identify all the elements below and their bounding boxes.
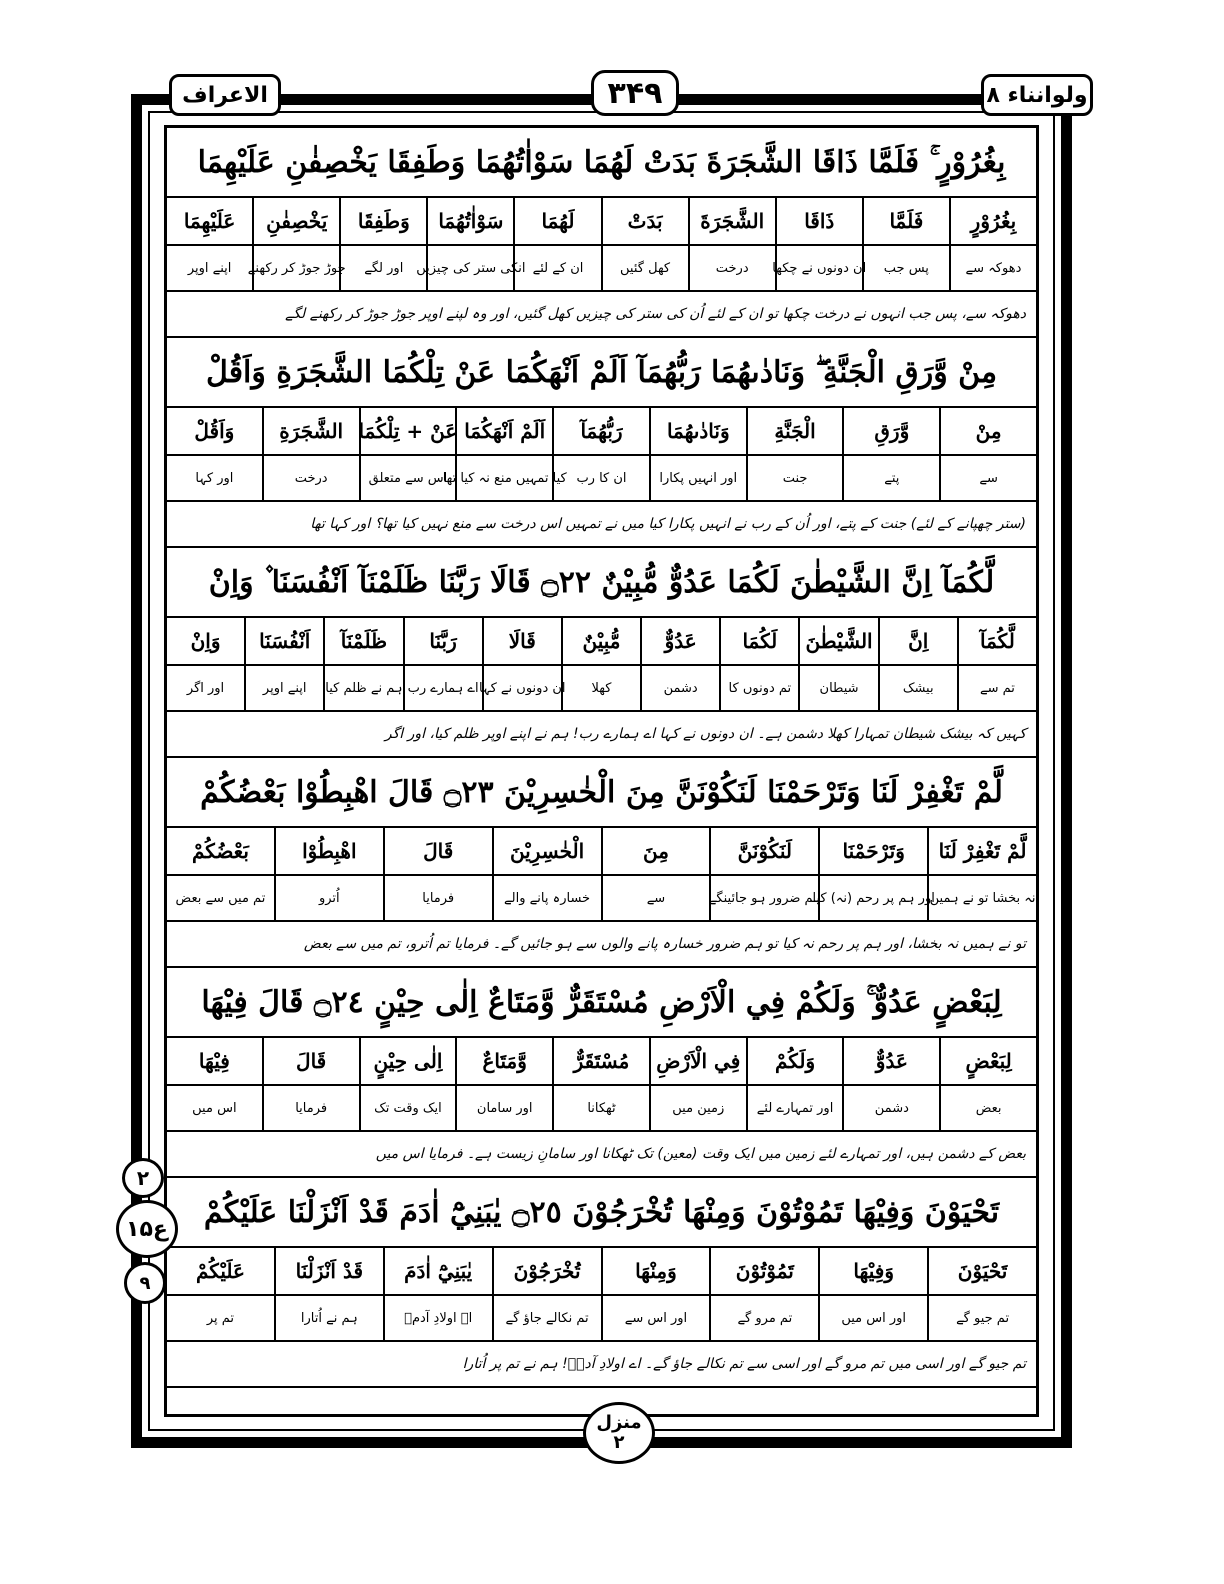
arabic-verse-line: لَّكُمَآ اِنَّ الشَّيْطٰنَ لَكُمَا عَدُوٌّ مُّبِيْنٌ ۝٢٢ قَالَا رَبَّنَا ظَلَمْنَآ اَنْفُسَنَا ۫ وَاِنْ — [208, 564, 995, 600]
urdu-word-meaning: پس جب — [883, 260, 929, 276]
word-cell — [772, 198, 867, 290]
word-cell — [927, 828, 1036, 920]
arabic-word: وَاِنْ — [167, 618, 244, 666]
urdu-word-meaning: انکی ستر کی چیزیں — [416, 260, 526, 276]
urdu-translation-line: تم جیو گے اور اسی میں تم مرو گے اور اسی سے تم نکالے جاؤ گے۔ اے اولادِ آدمؑ! ہم نے تم پر اُتارا — [167, 1340, 1036, 1388]
urdu-word-meaning: اپنے اوپر — [262, 680, 307, 696]
manzil-label: منزل — [596, 1412, 642, 1434]
urdu-word-meaning: تم سے — [979, 680, 1015, 696]
word-by-word-grid — [167, 1246, 1036, 1340]
arabic-word: بَعْضُكُمْ — [167, 828, 274, 876]
ruku-marker-text: ع۱۵ — [126, 1216, 168, 1242]
word-by-word-grid — [167, 196, 1036, 290]
word-cell — [688, 198, 775, 290]
word-cell — [359, 1038, 456, 1130]
urdu-word-meaning: جوڑ جوڑ کر رکھنے — [247, 260, 346, 276]
ruku-marker — [116, 1200, 178, 1258]
arabic-word: لَكُمَا — [721, 618, 798, 666]
arabic-word: وَلَكُمْ — [748, 1038, 843, 1086]
arabic-word: قَالَ — [264, 1038, 359, 1086]
urdu-word-meaning: خسارہ پانے والے — [504, 890, 591, 906]
urdu-word-meaning: تم دونوں کا — [728, 680, 792, 696]
page-number-plaque — [591, 70, 679, 116]
word-cell — [561, 618, 640, 710]
urdu-word-meaning: پتے — [884, 470, 900, 486]
arabic-word: اهْبِطُوْا — [276, 828, 383, 876]
arabic-verse-line: بِغُرُوْرٍ ۚ فَلَمَّا ذَاقَا الشَّجَرَةَ بَدَتْ لَهُمَا سَوْاٰتُهُمَا وَطَفِقَا يَخْصِفٰنِ عَلَيْهِمَا — [197, 144, 1006, 180]
page-number: ۳۴۹ — [607, 75, 663, 111]
urdu-word-meaning: دشمن — [874, 1100, 909, 1116]
arabic-word: لَنَكُوْنَنَّ — [711, 828, 818, 876]
urdu-word-meaning: اور کہا — [195, 470, 234, 486]
arabic-word: تُخْرَجُوْنَ — [494, 1248, 601, 1296]
arabic-verse-line: لَّمْ تَغْفِرْ لَنَا وَتَرْحَمْنَا لَنَكُوْنَنَّ مِنَ الْخٰسِرِيْنَ ۝٢٣ قَالَ اهْبِطُوْا بَعْضُكُمْ — [200, 774, 1003, 810]
word-cell — [601, 198, 688, 290]
urdu-word-meaning: اور اگر — [186, 680, 225, 696]
arabic-word: اَنْفُسَنَا — [246, 618, 323, 666]
urdu-word-meaning: بعض — [975, 1100, 1002, 1116]
urdu-translation-line: کہیں کہ بیشک شیطان تمہارا کھلا دشمن ہے۔ ان دونوں نے کہا اے ہمارے رب! ہم نے اپنے اوپر ظلم کیا، اور اگر — [167, 710, 1036, 758]
urdu-word-meaning: اور اس میں — [841, 1310, 907, 1326]
word-cell — [709, 1248, 818, 1340]
side-marker-bottom-text: ۹ — [139, 1272, 151, 1294]
urdu-word-meaning: کیا تمہیں منع نہ کیا تھا — [442, 470, 567, 486]
side-marker-top-text: ۲ — [136, 1166, 150, 1190]
urdu-word-meaning: ان دونوں نے کہا — [479, 680, 566, 696]
word-cell — [649, 408, 746, 500]
word-cell — [244, 618, 323, 710]
arabic-word: عَدُوٌّ — [642, 618, 719, 666]
urdu-word-meaning: بیشک — [902, 680, 934, 696]
arabic-word: اَلَمْ اَنْهَكُمَا — [457, 408, 552, 456]
urdu-word-meaning: اور ہم پر رحم (نہ) کیا — [812, 890, 935, 906]
urdu-word-meaning: اور لگے — [364, 260, 404, 276]
word-cell — [492, 1248, 601, 1340]
urdu-word-meaning: ان کا رب — [576, 470, 627, 486]
word-cell — [818, 1248, 927, 1340]
urdu-word-meaning: جنت — [782, 470, 808, 486]
arabic-verse-line: لِبَعْضٍ عَدُوٌّ ۚ وَلَكُمْ فِي الْاَرْضِ مُسْتَقَرٌّ وَّمَتَاعٌ اِلٰى حِيْنٍ ۝٢٤ قَالَ فِيْهَا — [201, 984, 1002, 1020]
surah-name-plaque — [169, 74, 281, 116]
word-cell — [167, 408, 262, 500]
word-cell — [262, 1038, 359, 1130]
word-cell — [167, 618, 244, 710]
urdu-word-meaning: اور تمہارے لئے — [756, 1100, 834, 1116]
manzil-number: ۲ — [613, 1432, 625, 1453]
para-name: ولوانناء ۸ — [986, 82, 1088, 108]
surah-name: الاعراف — [182, 82, 268, 108]
page-content — [167, 128, 1036, 1388]
word-cell — [167, 1248, 274, 1340]
word-cell — [939, 1038, 1036, 1130]
side-marker-top — [122, 1158, 164, 1198]
urdu-word-meaning: تم مرو گے — [737, 1310, 793, 1326]
arabic-word: عَلَيْكُمْ — [167, 1248, 274, 1296]
word-cell — [552, 408, 649, 500]
word-cell — [323, 618, 402, 710]
word-cell — [719, 618, 798, 710]
arabic-verse-line: تَحْيَوْنَ وَفِيْهَا تَمُوْتُوْنَ وَمِنْهَا تُخْرَجُوْنَ ۝٢٥ يٰبَنِيْٓ اٰدَمَ قَدْ اَنْزَلْنَا عَلَيْكُمْ — [203, 1194, 1000, 1230]
word-cell — [383, 828, 492, 920]
arabic-word: يٰبَنِيْٓ اٰدَمَ — [385, 1248, 492, 1296]
word-cell — [812, 828, 935, 920]
arabic-word: رَبُّهُمَآ — [554, 408, 649, 456]
arabic-word: فِي الْاَرْضِ — [651, 1038, 746, 1086]
urdu-word-meaning: اُترو — [318, 890, 340, 906]
urdu-word-meaning: فرمایا — [295, 1100, 328, 1116]
urdu-word-meaning: کھلا — [591, 680, 612, 696]
arabic-word: وَتَرْحَمْنَا — [820, 828, 927, 876]
arabic-word: قَالَا — [484, 618, 561, 666]
urdu-word-meaning: ان کے لئے — [532, 260, 584, 276]
side-marker-bottom — [124, 1262, 166, 1304]
word-cell — [708, 828, 821, 920]
word-cell — [274, 828, 383, 920]
arabic-word: تَمُوْتُوْنَ — [711, 1248, 818, 1296]
word-cell — [862, 198, 949, 290]
arabic-word: رَبَّنَا — [405, 618, 482, 666]
urdu-word-meaning: تم جیو گے — [956, 1310, 1010, 1326]
urdu-word-meaning: زمین میں — [672, 1100, 725, 1116]
word-cell — [492, 828, 601, 920]
urdu-word-meaning: سے — [646, 890, 666, 906]
urdu-word-meaning: اور سامان — [476, 1100, 533, 1116]
arabic-word: وَّمَتَاعٌ — [457, 1038, 552, 1086]
urdu-word-meaning: کھل گئیں — [620, 260, 671, 276]
arabic-word: بِغُرُوْرٍ — [951, 198, 1036, 246]
word-by-word-grid — [167, 826, 1036, 920]
urdu-translation-line: بعض کے دشمن ہیں، اور تمہارے لئے زمین میں ایک وقت (معین) تک ٹھکانا اور سامانِ زیست ہے۔ فرمایا اس میں — [167, 1130, 1036, 1178]
word-cell — [274, 1248, 383, 1340]
urdu-word-meaning: اور انہیں پکارا — [659, 470, 738, 486]
word-cell — [601, 1248, 710, 1340]
urdu-word-meaning: اے اولادِ آدمؑ — [404, 1310, 473, 1326]
urdu-word-meaning: تم پر — [206, 1310, 235, 1326]
word-by-word-grid — [167, 1036, 1036, 1130]
arabic-word: وَفِيْهَا — [820, 1248, 927, 1296]
word-cell — [359, 408, 456, 500]
urdu-word-meaning: سے — [979, 470, 998, 486]
arabic-word: الشَّيْطٰنَ — [800, 618, 877, 666]
urdu-word-meaning: ایک وقت تک — [374, 1100, 442, 1116]
word-cell — [640, 618, 719, 710]
arabic-word: قَدْ اَنْزَلْنَا — [276, 1248, 383, 1296]
arabic-word: فِيْهَا — [167, 1038, 262, 1086]
arabic-word: وَاَقُلْ — [167, 408, 262, 456]
word-cell — [339, 198, 426, 290]
urdu-translation-line: تو نے ہمیں نہ بخشا، اور ہم پر رحم نہ کیا تو ہم ضرور خسارہ پانے والوں سے ہو جائیں گے۔ فرمایا تم اُترو، تم میں سے بعض — [167, 920, 1036, 968]
word-cell — [442, 408, 567, 500]
arabic-word: لِبَعْضٍ — [941, 1038, 1036, 1086]
word-cell — [878, 618, 957, 710]
arabic-word: مُّبِيْنٌ — [563, 618, 640, 666]
urdu-word-meaning: ہم نے اُتارا — [300, 1310, 358, 1326]
arabic-word: وَنَادٰىهُمَا — [651, 408, 746, 456]
word-cell — [455, 1038, 552, 1130]
word-cell — [383, 1248, 492, 1340]
word-cell — [513, 198, 600, 290]
urdu-word-meaning: ہم نے ظلم کیا — [325, 680, 403, 696]
arabic-word: لَّكُمَآ — [959, 618, 1036, 666]
arabic-word: مِنْ — [941, 408, 1036, 456]
word-cell — [479, 618, 566, 710]
word-cell — [927, 1248, 1036, 1340]
arabic-word: الشَّجَرَةِ — [264, 408, 359, 456]
word-cell — [416, 198, 526, 290]
arabic-word: وَّرَقِ — [844, 408, 939, 456]
word-cell — [552, 1038, 649, 1130]
arabic-word: الْخٰسِرِيْنَ — [494, 828, 601, 876]
word-cell — [167, 198, 252, 290]
arabic-word: قَالَ — [385, 828, 492, 876]
arabic-word: لَّمْ تَغْفِرْ لَنَا — [929, 828, 1036, 876]
arabic-word: ظَلَمْنَآ — [325, 618, 402, 666]
arabic-word: الشَّجَرَةَ — [690, 198, 775, 246]
urdu-word-meaning: اور اس سے — [624, 1310, 688, 1326]
urdu-word-meaning: ٹھکانا — [587, 1100, 616, 1116]
urdu-word-meaning: تم نکالے جاؤ گے — [505, 1310, 589, 1326]
arabic-verse-line: مِنْ وَّرَقِ الْجَنَّةِ ۖ وَنَادٰىهُمَا رَبُّهُمَآ اَلَمْ اَنْهَكُمَا عَنْ تِلْكُمَا الشَّجَرَةِ وَاَقُلْ — [205, 354, 998, 390]
arabic-word: عَنْ + تِلْكُمَا — [361, 408, 456, 456]
word-cell — [798, 618, 877, 710]
word-cell — [247, 198, 346, 290]
word-cell — [403, 618, 482, 710]
urdu-word-meaning: درخت — [715, 260, 749, 276]
word-cell — [601, 828, 710, 920]
urdu-translation-line: (ستر چھپانے کے لئے) جنت کے پتے، اور اُن کے رب نے انہیں پکارا کیا میں نے تمہیں اس درخت سے منع نہیں کیا تھا؟ اور کہا تھا — [167, 500, 1036, 548]
arabic-word: فَلَمَّا — [864, 198, 949, 246]
arabic-word: مُسْتَقَرٌّ — [554, 1038, 649, 1086]
urdu-word-meaning: دشمن — [663, 680, 698, 696]
urdu-word-meaning: فرمایا — [422, 890, 455, 906]
word-cell — [939, 408, 1036, 500]
urdu-word-meaning: اپنے اوپر — [187, 260, 232, 276]
arabic-word: اِلٰى حِيْنٍ — [361, 1038, 456, 1086]
arabic-word: عَلَيْهِمَا — [167, 198, 252, 246]
word-cell — [957, 618, 1036, 710]
arabic-word: بَدَتْ — [603, 198, 688, 246]
arabic-word: وَطَفِقَا — [341, 198, 426, 246]
arabic-word: تَحْيَوْنَ — [929, 1248, 1036, 1296]
urdu-word-meaning: نہ بخشا تو نے ہمیں — [929, 890, 1036, 906]
arabic-word: وَمِنْهَا — [603, 1248, 710, 1296]
arabic-word: يَخْصِفٰنِ — [254, 198, 339, 246]
word-cell — [649, 1038, 746, 1130]
word-cell — [167, 1038, 262, 1130]
word-cell — [842, 408, 939, 500]
arabic-word: الْجَنَّةِ — [748, 408, 843, 456]
word-cell — [842, 1038, 939, 1130]
urdu-word-meaning: دھوکہ سے — [965, 260, 1022, 276]
word-by-word-grid — [167, 616, 1036, 710]
manzil-medallion — [583, 1402, 655, 1464]
word-cell — [167, 828, 274, 920]
urdu-word-meaning: درخت — [294, 470, 328, 486]
urdu-translation-line: دھوکہ سے، پس جب انہوں نے درخت چکھا تو ان کے لئے اُن کی ستر کی چیزیں کھل گئیں، اور وہ لپنے اوپر جوڑ جوڑ کر رکھنے لگے — [167, 290, 1036, 338]
urdu-word-meaning: اس میں — [192, 1100, 237, 1116]
urdu-word-meaning: ان دونوں نے چکھا — [772, 260, 867, 276]
urdu-word-meaning: ہم ضرور ہو جائینگے — [708, 890, 821, 906]
word-cell — [949, 198, 1036, 290]
urdu-word-meaning: اے ہمارے رب — [407, 680, 479, 696]
urdu-word-meaning: شیطان — [819, 680, 859, 696]
word-cell — [746, 408, 843, 500]
arabic-word: مِنَ — [603, 828, 710, 876]
arabic-word: اِنَّ — [880, 618, 957, 666]
arabic-word: ذَاقَا — [777, 198, 862, 246]
para-name-plaque — [981, 74, 1093, 116]
word-by-word-grid — [167, 406, 1036, 500]
urdu-word-meaning: تم میں سے بعض — [175, 890, 266, 906]
arabic-word: لَهُمَا — [515, 198, 600, 246]
arabic-word: سَوْاٰتُهُمَا — [428, 198, 513, 246]
arabic-word: عَدُوٌّ — [844, 1038, 939, 1086]
word-cell — [262, 408, 359, 500]
word-cell — [746, 1038, 843, 1130]
urdu-word-meaning: اس سے متعلق — [368, 470, 448, 486]
